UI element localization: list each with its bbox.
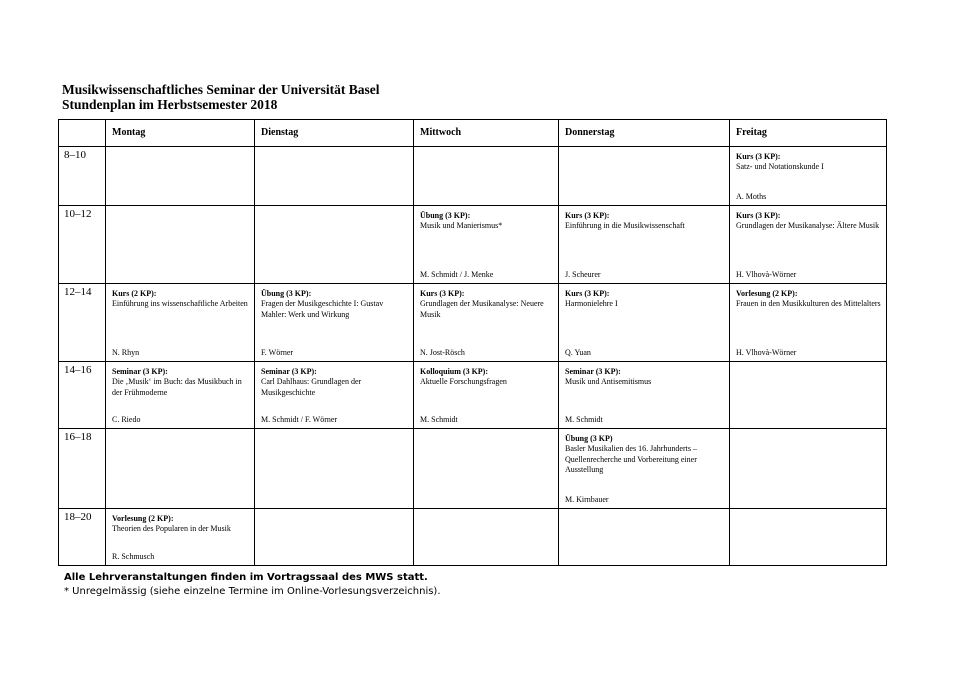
slot-cell bbox=[559, 362, 730, 429]
course-type: Übung (3 KP) bbox=[565, 434, 613, 443]
course-entry bbox=[106, 509, 254, 565]
time-label: 12–14 bbox=[59, 284, 106, 362]
schedule-body bbox=[59, 147, 887, 566]
time-row bbox=[59, 362, 887, 429]
course-lecturer: M. Schmidt bbox=[420, 415, 458, 424]
time-label: 16–18 bbox=[59, 429, 106, 509]
course-title: Theorien des Popularen in der Musik bbox=[112, 524, 231, 533]
course-type: Seminar (3 KP): bbox=[261, 367, 317, 376]
corner-cell bbox=[59, 120, 106, 147]
slot-cell bbox=[730, 284, 887, 362]
course-title: Harmonielehre I bbox=[565, 299, 618, 308]
footer-notes bbox=[64, 571, 441, 599]
course-title: Die ‚Musik‘ im Buch: das Musikbuch in der Frühmoderne bbox=[112, 377, 242, 397]
slot-cell bbox=[559, 206, 730, 284]
slot-cell bbox=[255, 362, 414, 429]
course-entry bbox=[559, 206, 729, 283]
course-type: Kurs (3 KP): bbox=[565, 289, 610, 298]
time-label: 14–16 bbox=[59, 362, 106, 429]
slot-cell bbox=[414, 509, 559, 566]
slot-cell bbox=[106, 284, 255, 362]
course-title: Musik und Antisemitismus bbox=[565, 377, 652, 386]
course-title: Satz- und Notationskunde I bbox=[736, 162, 824, 171]
time-row bbox=[59, 284, 887, 362]
course-title: Frauen in den Musikkulturen des Mittelalters bbox=[736, 299, 881, 308]
slot-cell bbox=[255, 147, 414, 206]
course-lecturer: H. Vlhovà-Wörner bbox=[736, 348, 797, 357]
slot-cell bbox=[414, 362, 559, 429]
course-lecturer: R. Schmusch bbox=[112, 552, 155, 561]
irregular-note: * Unregelmässig (siehe einzelne Termine im Online-Vorlesungsverzeichnis). bbox=[64, 586, 441, 597]
slot-cell bbox=[106, 429, 255, 509]
slot-cell bbox=[106, 206, 255, 284]
slot-cell bbox=[106, 509, 255, 566]
header-row bbox=[59, 120, 887, 147]
course-lecturer: H. Vlhovà-Wörner bbox=[736, 270, 797, 279]
course-entry bbox=[559, 429, 729, 508]
course-title: Grundlagen der Musikanalyse: Neuere Musik bbox=[420, 299, 544, 319]
course-entry bbox=[414, 206, 558, 283]
slot-cell bbox=[730, 429, 887, 509]
time-label: 10–12 bbox=[59, 206, 106, 284]
slot-cell bbox=[106, 362, 255, 429]
course-entry bbox=[255, 362, 413, 428]
course-type: Kurs (3 KP): bbox=[736, 152, 781, 161]
time-row bbox=[59, 147, 887, 206]
course-lecturer: Q. Yuan bbox=[565, 348, 591, 357]
slot-cell bbox=[559, 284, 730, 362]
course-lecturer: M. Kirnbauer bbox=[565, 495, 609, 504]
time-label: 8–10 bbox=[59, 147, 106, 206]
slot-cell bbox=[559, 429, 730, 509]
slot-cell bbox=[559, 147, 730, 206]
course-lecturer: N. Rhyn bbox=[112, 348, 140, 357]
course-entry bbox=[255, 284, 413, 361]
slot-cell bbox=[414, 284, 559, 362]
course-entry bbox=[559, 362, 729, 428]
course-type: Seminar (3 KP): bbox=[112, 367, 168, 376]
document-title bbox=[62, 82, 380, 112]
course-lecturer: F. Wörner bbox=[261, 348, 294, 357]
time-label: 18–20 bbox=[59, 509, 106, 566]
course-title: Musik und Manierismus* bbox=[420, 221, 503, 230]
course-type: Übung (3 KP): bbox=[261, 289, 312, 298]
slot-cell bbox=[106, 147, 255, 206]
day-header: Freitag bbox=[730, 120, 887, 147]
course-entry bbox=[559, 284, 729, 361]
slot-cell bbox=[255, 429, 414, 509]
course-entry bbox=[414, 284, 558, 361]
title-line-1: Musikwissenschaftliches Seminar der Universität Basel bbox=[62, 82, 380, 97]
slot-cell bbox=[730, 147, 887, 206]
course-entry bbox=[106, 284, 254, 361]
course-lecturer: J. Scheurer bbox=[565, 270, 601, 279]
time-row bbox=[59, 509, 887, 566]
slot-cell bbox=[414, 429, 559, 509]
course-lecturer: C. Riedo bbox=[112, 415, 141, 424]
venue-note: Alle Lehrveranstaltungen finden im Vortragssaal des MWS statt. bbox=[64, 572, 428, 583]
course-type: Kurs (3 KP): bbox=[420, 289, 465, 298]
slot-cell bbox=[414, 206, 559, 284]
course-entry bbox=[414, 362, 558, 428]
course-entry bbox=[106, 362, 254, 428]
course-entry bbox=[730, 284, 886, 361]
course-type: Übung (3 KP): bbox=[420, 211, 471, 220]
time-row bbox=[59, 206, 887, 284]
course-lecturer: N. Jost-Rösch bbox=[420, 348, 465, 357]
course-type: Vorlesung (2 KP): bbox=[736, 289, 798, 298]
course-type: Kolloquium (3 KP): bbox=[420, 367, 489, 376]
course-type: Kurs (2 KP): bbox=[112, 289, 157, 298]
slot-cell bbox=[559, 509, 730, 566]
course-title: Aktuelle Forschungsfragen bbox=[420, 377, 507, 386]
course-type: Seminar (3 KP): bbox=[565, 367, 621, 376]
course-lecturer: A. Moths bbox=[736, 192, 767, 201]
course-type: Vorlesung (2 KP): bbox=[112, 514, 174, 523]
course-entry bbox=[730, 147, 886, 205]
slot-cell bbox=[414, 147, 559, 206]
course-lecturer: M. Schmidt / F. Wörner bbox=[261, 415, 338, 424]
slot-cell bbox=[730, 362, 887, 429]
course-title: Basler Musikalien des 16. Jahrhunderts – Quellenrecherche und Vorbereitung einer Ausstellung bbox=[565, 444, 697, 474]
schedule-table bbox=[58, 119, 887, 566]
slot-cell bbox=[255, 284, 414, 362]
course-lecturer: M. Schmidt bbox=[565, 415, 603, 424]
course-title: Fragen der Musikgeschichte I: Gustav Mahler: Werk und Wirkung bbox=[261, 299, 384, 319]
day-header: Dienstag bbox=[255, 120, 414, 147]
slot-cell bbox=[730, 509, 887, 566]
slot-cell bbox=[730, 206, 887, 284]
course-title: Carl Dahlhaus: Grundlagen der Musikgeschichte bbox=[261, 377, 362, 397]
day-header: Montag bbox=[106, 120, 255, 147]
title-line-2: Stundenplan im Herbstsemester 2018 bbox=[62, 97, 278, 112]
course-lecturer: M. Schmidt / J. Menke bbox=[420, 270, 494, 279]
day-header: Mittwoch bbox=[414, 120, 559, 147]
day-header: Donnerstag bbox=[559, 120, 730, 147]
course-title: Einführung ins wissenschaftliche Arbeiten bbox=[112, 299, 248, 308]
time-row bbox=[59, 429, 887, 509]
slot-cell bbox=[255, 509, 414, 566]
course-entry bbox=[730, 206, 886, 283]
course-title: Einführung in die Musikwissenschaft bbox=[565, 221, 685, 230]
course-title: Grundlagen der Musikanalyse: Ältere Musik bbox=[736, 221, 880, 230]
course-type: Kurs (3 KP): bbox=[736, 211, 781, 220]
slot-cell bbox=[255, 206, 414, 284]
course-type: Kurs (3 KP): bbox=[565, 211, 610, 220]
